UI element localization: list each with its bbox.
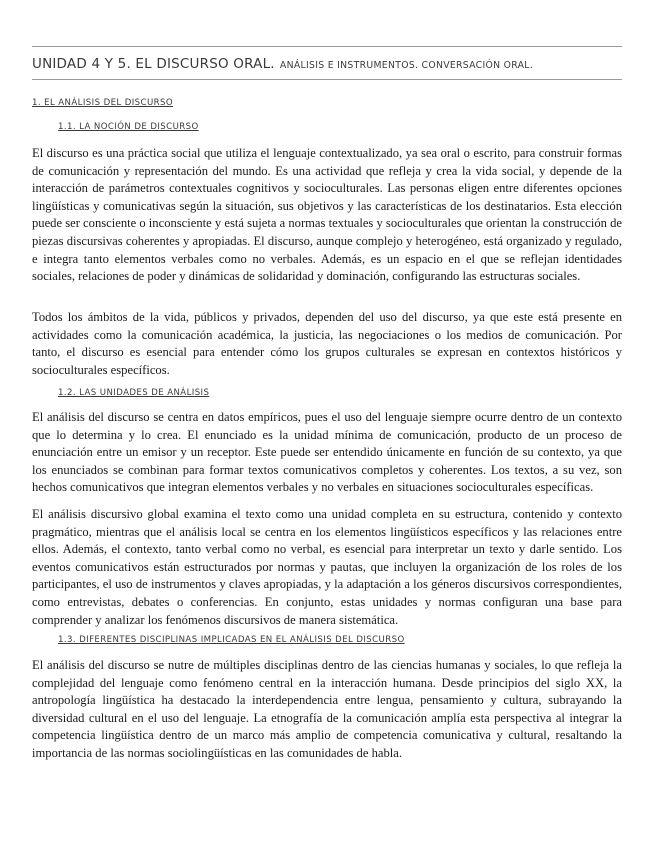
paragraph-1-2-a: El análisis del discurso se centra en datos empíricos, pues el uso del lenguaje siempre ocurre dentro de un contexto que lo determina y lo crea. El enunciado es la unidad mínima de comunicación, producto de un proceso de enunciación entre un emisor y un receptor. Este puede ser entendido únicamente en función de su contexto, ya que los enunciados se combinan para formar textos comunicativos completos y coherentes. Los textos, a su vez, son hechos comunicativos que integran elementos verbales y no verbales en situaciones socioculturales específicas. — [32, 410, 622, 495]
header-top-rule — [32, 46, 622, 47]
document-subtitle: ANÁLISIS E INSTRUMENTOS. CONVERSACIÓN ORAL. — [279, 60, 534, 71]
paragraph-1-1-a: El discurso es una práctica social que utiliza el lenguaje contextualizado, ya sea oral o escrito, para construir formas de comunicación y representación del mundo. Es una actividad que refleja y crea la vida social, y depende de la interacción de parámetros contextuales cognitivos y socioculturales. Las personas eligen entre diferentes opciones lingüísticas y comunicativas según la situación, sus objetivos y las características de los destinatarios. Esta elección puede ser consciente o inconsciente y está sujeta a normas textuales y socioculturales que orientan la construcción de piezas discursivas coherentes y apropiadas. El discurso, aunque complejo y heterogéneo, está organizado y regulado, e integra tanto elementos verbales como no verbales. Además, es un espacio en el que se reflejan identidades sociales, relaciones de poder y dinámicas de solidaridad y dominación, configurando las estructuras sociales. — [32, 146, 622, 284]
section-heading-1: 1. EL ANÁLISIS DEL DISCURSO — [32, 98, 174, 108]
document-title: UNIDAD 4 Y 5. EL DISCURSO ORAL. — [32, 56, 275, 72]
document-header — [32, 53, 622, 72]
paragraph-1-2-b: El análisis discursivo global examina el texto como una unidad completa en su estructura, contenido y contexto pragmático, mientras que el análisis local se centra en los elementos lingüísticos específicos y las relaciones entre ellos. Además, el contexto, tanto verbal como no verbal, es esencial para interpretar un texto y darle sentido. Los eventos comunicativos están estructurados por normas y pautas, que incluyen la organización de los roles de los participantes, el uso de instrumentos y claves apropiadas, y la adaptación a los géneros discursivos correspondientes, como entrevistas, debates o conferencias. En conjunto, estas unidades y normas configuran una base para comprender y analizar los fenómenos discursivos de manera sistemática. — [32, 507, 622, 627]
header-bottom-rule — [32, 79, 622, 80]
paragraph-1-1-b: Todos los ámbitos de la vida, públicos y privados, dependen del uso del discurso, ya que este está presente en actividades como la comunicación académica, la justicia, las negociaciones o los medios de comunicación. Por tanto, el discurso es esencial para entender cómo los grupos culturales se expresan en contextos históricos y socioculturales específicos. — [32, 310, 622, 377]
paragraph-1-3-a: El análisis del discurso se nutre de múltiples disciplinas dentro de las ciencias humanas y sociales, lo que refleja la complejidad del lenguaje como fenómeno central en la interacción humana. Desde principios del siglo XX, la antropología lingüística ha destacado la interdependencia entre lengua, pensamiento y cultura, subrayando la diversidad cultural en el uso del lenguaje. La etnografía de la comunicación amplía esta perspectiva al integrar la competencia lingüística dentro de un marco más amplio de competencia comunicativa y cultural, resaltando la importancia de las normas sociolingüísticas en las comunidades de habla. — [32, 658, 622, 760]
subsection-heading-1-3: 1.3. DIFERENTES DISCIPLINAS IMPLICADAS EN EL ANÁLISIS DEL DISCURSO — [58, 635, 405, 645]
subsection-heading-1-2: 1.2. LAS UNIDADES DE ANÁLISIS — [58, 388, 210, 398]
subsection-heading-1-1: 1.1. LA NOCIÓN DE DISCURSO — [58, 122, 199, 132]
